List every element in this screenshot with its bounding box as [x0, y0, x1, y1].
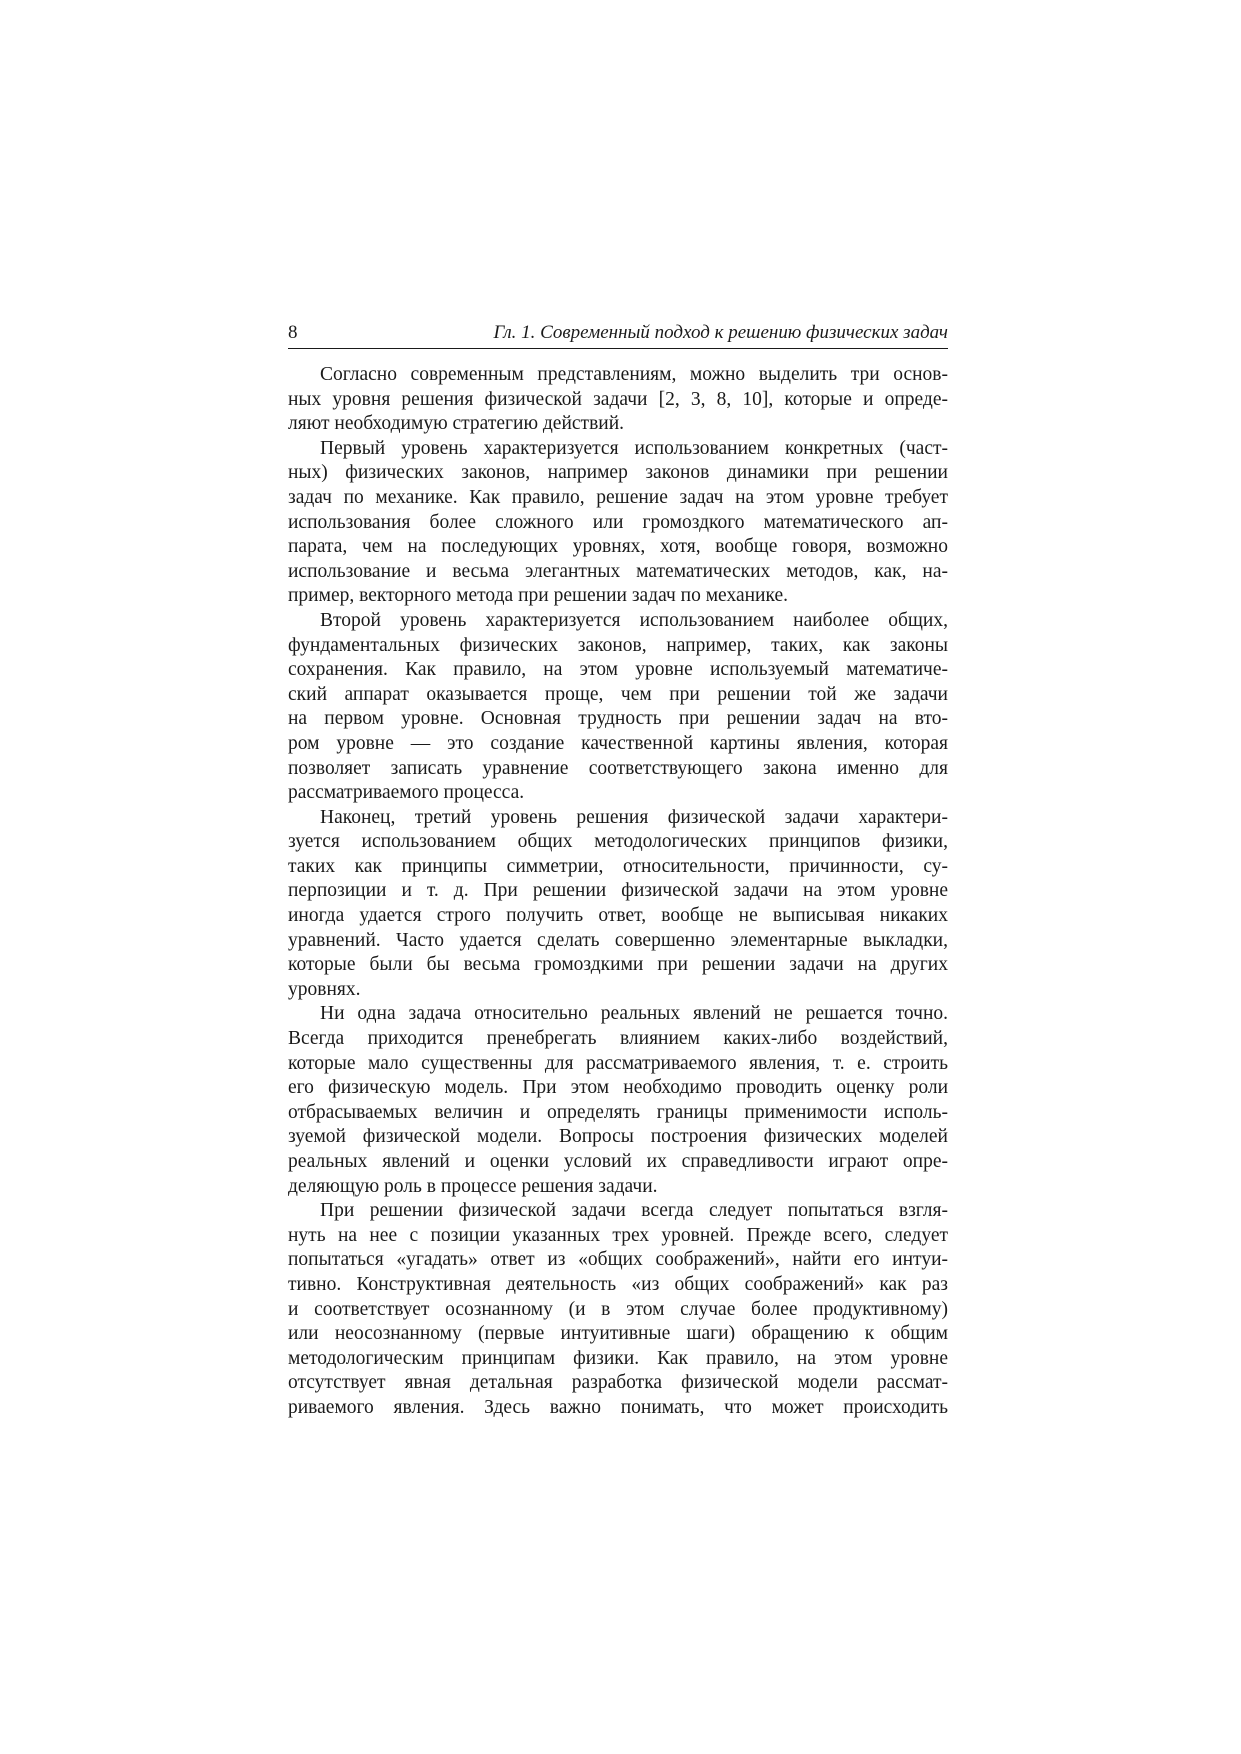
text-line: которые были бы весьма громоздкими при решении задачи на других [288, 954, 948, 976]
page-header [288, 318, 948, 349]
text-line: Всегда приходится пренебрегать влиянием каких-либо воздействий, [288, 1028, 948, 1050]
text-line: на первом уровне. Основная трудность при решении задач на вто- [288, 708, 948, 730]
text-line: методологическим принципам физики. Как правило, на этом уровне [288, 1347, 948, 1369]
text-line: отбрасываемых величин и определять границы применимости исполь- [288, 1101, 948, 1123]
text-line: пример, векторного метода при решении задач по механике. [288, 585, 788, 607]
text-line: тивно. Конструктивная деятельность «из общих соображений» как раз [288, 1273, 948, 1295]
text-line: отсутствует явная детальная разработка физической модели рассмат- [288, 1372, 948, 1394]
text-line: задач по механике. Как правило, решение задач на этом уровне требует [288, 486, 948, 508]
text-line: Первый уровень характеризуется использованием конкретных (част- [320, 437, 948, 459]
text-line: нуть на нее с позиции указанных трех уровней. Прежде всего, следует [288, 1224, 948, 1246]
text-line: или неосознанному (первые интуитивные шаги) обращению к общим [288, 1323, 948, 1345]
text-line: уравнений. Часто удается сделать совершенно элементарные выкладки, [288, 929, 948, 951]
text-line: парата, чем на последующих уровнях, хотя, вообще говоря, возможно [288, 536, 948, 558]
text-line: перпозиции и т. д. При решении физической задачи на этом уровне [288, 880, 948, 902]
text-line: Ни одна задача относительно реальных явлений не решается точно. [320, 1003, 948, 1025]
text-line: деляющую роль в процессе решения задачи. [288, 1175, 658, 1197]
text-line: зуется использованием общих методологических принципов физики, [288, 831, 948, 853]
text-line: и соответствует осознанному (и в этом случае более продуктивному) [288, 1298, 948, 1320]
running-head: Гл. 1. Современный подход к решению физических задач [493, 322, 948, 343]
page-number: 8 [288, 322, 298, 343]
text-line: уровнях. [288, 978, 361, 1000]
text-line: зуемой физической модели. Вопросы построения физических моделей [288, 1126, 948, 1148]
text-line: сохранения. Как правило, на этом уровне используемый математиче- [288, 659, 948, 681]
text-line: которые мало существенны для рассматриваемого явления, т. е. строить [288, 1052, 948, 1074]
paragraph-3 [288, 609, 948, 806]
text-line: его физическую модель. При этом необходимо проводить оценку роли [288, 1077, 948, 1099]
text-line: использование и весьма элегантных математических методов, как, на- [288, 560, 948, 582]
text-line: ных уровня решения физической задачи [2, 3, 8, 10], которые и опреде- [288, 388, 948, 410]
text-line: реальных явлений и оценки условий их справедливости играют опре- [288, 1151, 948, 1172]
text-line: ляют необходимую стратегию действий. [288, 413, 625, 435]
text-line: ский аппарат оказывается проще, чем при решении той же задачи [288, 683, 948, 705]
paragraph-2 [288, 437, 948, 609]
body-text [288, 363, 948, 1421]
paragraph-6 [288, 1199, 948, 1420]
text-line: использования более сложного или громоздкого математического ап- [288, 511, 948, 533]
text-line: фундаментальных физических законов, например, таких, как законы [288, 634, 948, 656]
text-line: риваемого явления. Здесь важно понимать, что может происходить [288, 1396, 948, 1418]
paragraph-4 [288, 806, 948, 1003]
text-line: рассматриваемого процесса. [288, 782, 525, 804]
text-line: Наконец, третий уровень решения физической задачи характери- [320, 806, 948, 828]
text-line: Второй уровень характеризуется использованием наиболее общих, [320, 609, 948, 631]
text-line: попытаться «угадать» ответ из «общих соображений», найти его интуи- [288, 1249, 948, 1271]
text-line: позволяет записать уравнение соответствующего закона именно для [288, 757, 948, 779]
paragraph-5 [288, 1002, 948, 1199]
text-line: ных) физических законов, например законов динамики при решении [288, 462, 948, 484]
text-line: ром уровне — это создание качественной картины явления, которая [288, 732, 948, 754]
text-line: иногда удается строго получить ответ, вообще не выписывая никаких [288, 905, 948, 927]
text-line: таких как принципы симметрии, относительности, причинности, су- [288, 855, 948, 877]
text-line: При решении физической задачи всегда следует попытаться взгля- [320, 1200, 948, 1222]
text-line: Согласно современным представлениям, можно выделить три основ- [320, 364, 948, 385]
paragraph-1 [288, 363, 948, 437]
